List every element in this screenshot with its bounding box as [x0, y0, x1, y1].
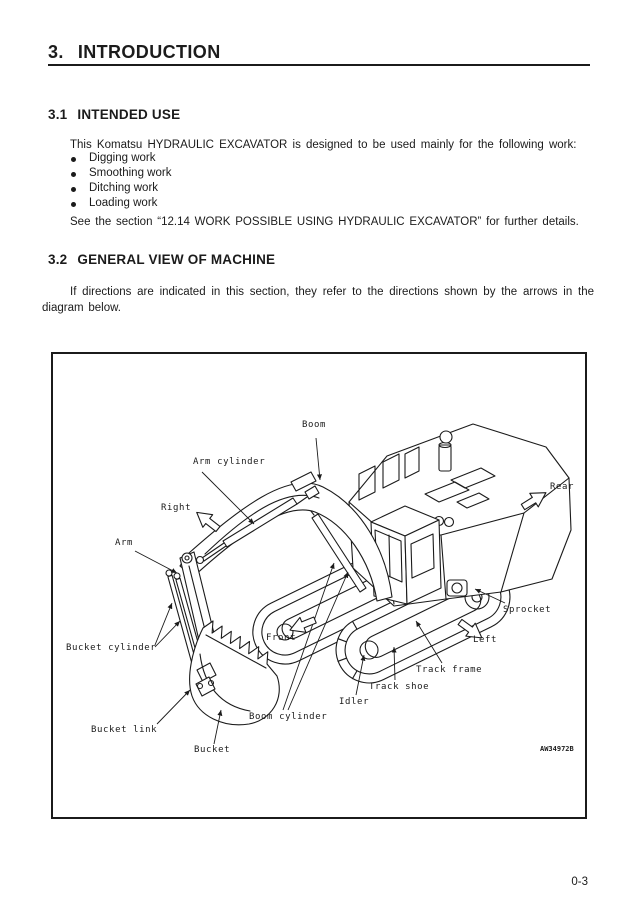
diagram-label-boom: Boom	[302, 420, 327, 430]
diagram-label-bucket-cylinder: Bucket cylinder	[66, 643, 157, 653]
title-underline	[48, 64, 590, 66]
bullet-icon	[71, 157, 76, 162]
exhaust-stack	[439, 445, 451, 471]
list-item-label: Loading work	[89, 197, 158, 209]
diagram-label-right: Right	[161, 503, 192, 513]
list-item-label: Ditching work	[89, 182, 159, 194]
diagram-label-arm: Arm	[115, 538, 134, 548]
machine-diagram-frame	[51, 352, 587, 819]
diagram-label-idler: Idler	[339, 697, 370, 707]
heading-number: 3.1	[48, 107, 68, 122]
list-item	[71, 197, 171, 212]
page-title	[48, 42, 221, 63]
diagram-label-boom-cylinder: Boom cylinder	[249, 712, 328, 722]
list-item-label: Smoothing work	[89, 167, 172, 179]
page-title-text: INTRODUCTION	[77, 42, 221, 62]
diagram-label-sprocket: Sprocket	[503, 605, 552, 615]
diagram-label-bucket-link: Bucket link	[91, 725, 158, 735]
figure-code: AW34972B	[540, 745, 574, 753]
page-title-number: 3.	[48, 42, 64, 62]
list-item	[71, 152, 171, 167]
see-section-note: See the section “12.14 WORK POSSIBLE USING HYDRAULIC EXCAVATOR” for further details.	[70, 216, 579, 228]
intended-use-intro: This Komatsu HYDRAULIC EXCAVATOR is designed to be used mainly for the following work:	[70, 139, 577, 151]
diagram-label-bucket: Bucket	[194, 745, 231, 755]
diagram-label-rear: Rear	[550, 482, 575, 492]
diagram-label-arm-cylinder: Arm cylinder	[193, 457, 266, 467]
diagram-label-track-shoe: Track shoe	[369, 682, 430, 692]
heading-number: 3.2	[48, 252, 68, 267]
work-list	[71, 152, 171, 212]
diagram-label-track-frame: Track frame	[416, 665, 483, 675]
heading-text: INTENDED USE	[77, 107, 181, 122]
bullet-icon	[71, 172, 76, 177]
general-view-body: If directions are indicated in this section, they refer to the directions shown by the arrows in the diagram below.	[42, 286, 594, 314]
list-item-label: Digging work	[89, 152, 156, 164]
list-item	[71, 167, 171, 182]
heading-text: GENERAL VIEW OF MACHINE	[77, 252, 276, 267]
heading-intended-use	[48, 107, 180, 122]
bullet-icon	[71, 202, 76, 207]
bullet-icon	[71, 187, 76, 192]
page-number: 0-3	[571, 876, 588, 888]
heading-general-view	[48, 252, 275, 267]
list-item	[71, 182, 171, 197]
diagram-label-front: Front	[266, 633, 297, 643]
diagram-label-left: Left	[473, 635, 498, 645]
